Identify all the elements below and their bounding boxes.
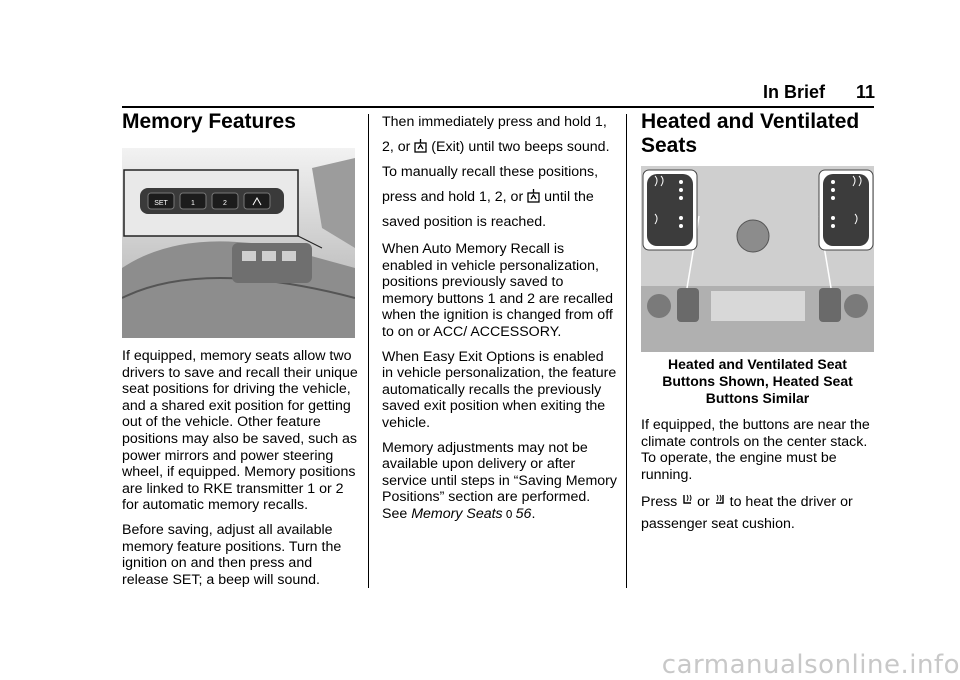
exit-seat-icon (414, 139, 427, 153)
header-rule (122, 106, 874, 108)
easy-exit-para: When Easy Exit Options is enabled in vehicle personalization, the feature automatically recalls the previously saved exit position when exiting the vehicle. (382, 348, 617, 431)
section-heading-memory: Memory Features (122, 110, 296, 133)
memory-set-button-label: SET (154, 200, 168, 207)
auto-recall-para: When Auto Memory Recall is enabled in vehicle personalization, positions previously saved to memory buttons 1 and 2 are recalled when the ignition is changed from off to on or ACC/ ACCESSORY. (382, 241, 614, 340)
memory-para-1: If equipped, memory seats allow two drivers to save and recall their unique seat positions for driving the vehicle, and a shared exit position for getting out of the vehicle. Other feature positions may also be saved, such as power mirrors and power steering wheel, if equipped. Memory positions are linked to RKE transmitter 1 or 2 for automatic memory recalls. (122, 348, 358, 514)
watermark: carmanualsonline.info (661, 650, 960, 680)
exit-seat-icon (527, 189, 540, 203)
memory-seats-link[interactable]: Memory Seats (411, 505, 503, 522)
press-text: Press (641, 494, 682, 511)
memory-button-1-label: 1 (191, 200, 195, 207)
memory-button-2-label: 2 (223, 200, 227, 207)
section-heading-heated-seats: Heated and Ventilated Seats (641, 110, 860, 157)
column-1 (122, 110, 358, 596)
heated-para-2 (641, 491, 874, 535)
heat-text: to heat the driver or passenger seat cushion. (641, 494, 853, 533)
page-number: 11 (856, 82, 876, 102)
driver-heated-seat-icon (681, 494, 693, 508)
recall-para (382, 110, 618, 235)
heated-seat-buttons-figure (641, 166, 874, 352)
adjustment-end: . (531, 505, 536, 522)
memory-buttons-figure (122, 148, 355, 338)
figure-caption: Heated and Ventilated Seat Buttons Shown, Heated Seat Buttons Similar (662, 356, 853, 406)
heated-para-1: If equipped, the buttons are near the climate controls on the center stack. To operate, the engine must be running. (641, 417, 870, 483)
column-divider-2 (626, 114, 627, 588)
column-divider-1 (368, 114, 369, 588)
header-section: In Brief (763, 82, 826, 102)
recall-text-a: Then immediately press and hold 1, 2, or (382, 114, 607, 155)
column-2 (382, 110, 618, 532)
adjustment-text: Memory adjustments may not be available upon delivery or after service until steps in “Saving Memory Positions” section are performed. See (382, 439, 617, 522)
recall-text-b: (Exit) until two beeps sound. To manually recall these positions, press and hold 1, 2, or (382, 139, 610, 205)
passenger-heated-seat-icon (714, 494, 726, 508)
recall-text-c: until the saved position is reached. (382, 189, 594, 230)
or-text: or (693, 494, 714, 511)
column-3 (641, 110, 874, 543)
adjustment-para (382, 440, 618, 524)
page-ref-arrow: 0 (505, 507, 513, 521)
memory-seats-page[interactable]: 56 (515, 505, 532, 522)
memory-para-2: Before saving, adjust all available memory feature positions. Turn the ignition on and then press and release SET; a beep will sound. (122, 521, 342, 588)
